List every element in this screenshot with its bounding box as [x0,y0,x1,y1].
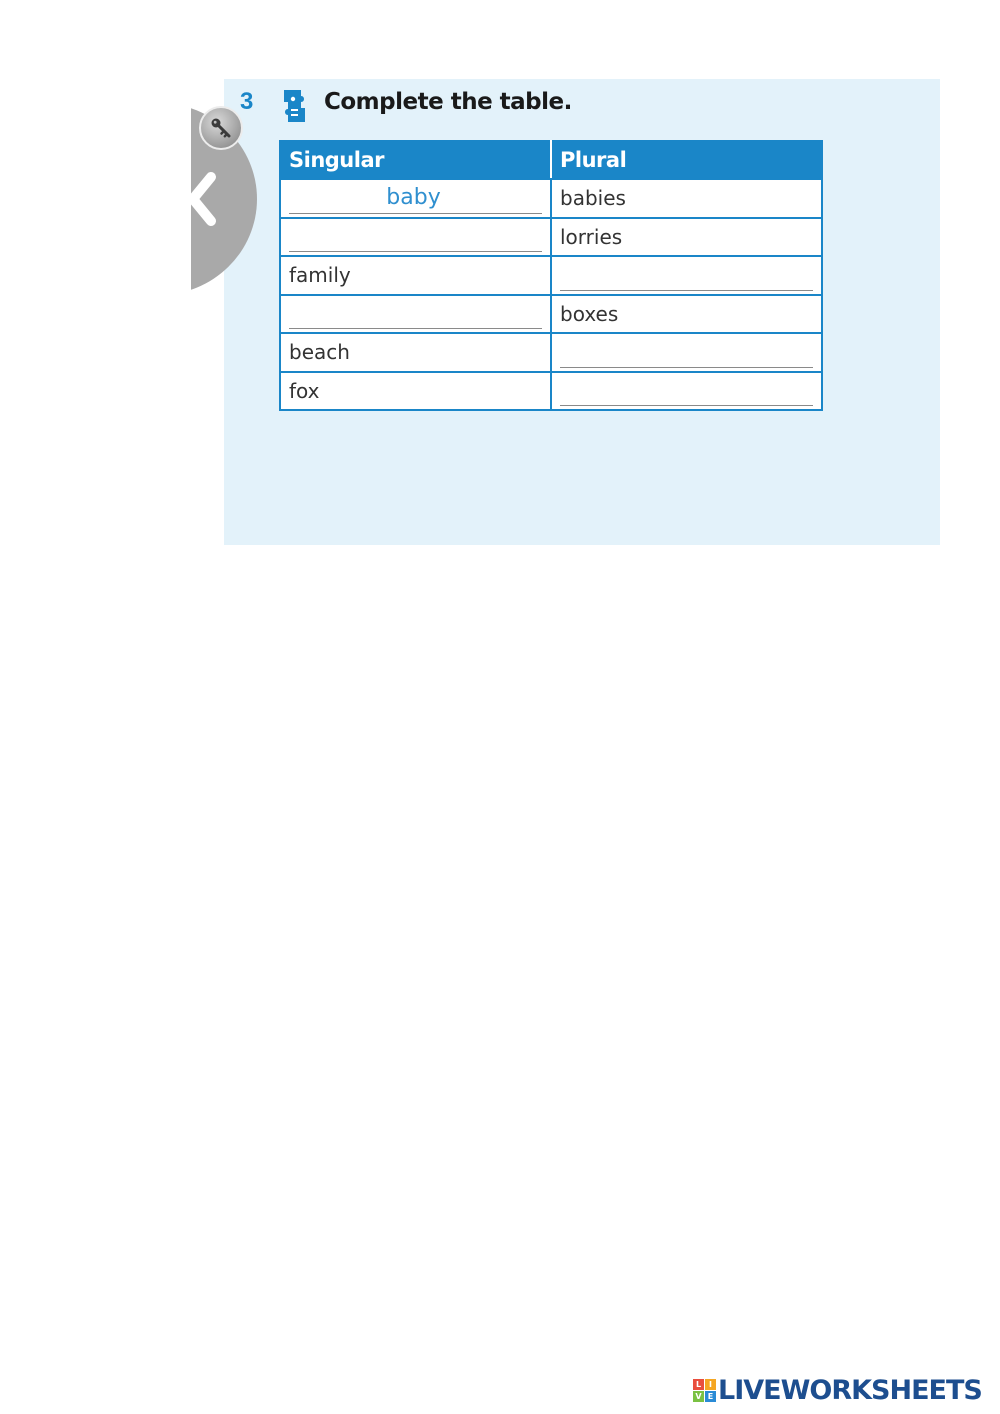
cell-singular-3: family [280,256,551,295]
answer-field-singular-1[interactable] [289,184,542,214]
brand-square-e: E [705,1391,716,1402]
cell-singular-2[interactable] [280,218,551,257]
brand-text: LIVEWORKSHEETS [718,1375,982,1406]
brand-square-v: V [693,1391,704,1402]
exercise-title: Complete the table. [324,89,572,115]
answer-field-plural-3[interactable] [560,264,813,291]
cell-plural-1: babies [551,179,822,218]
table-row [280,218,822,257]
table-row [280,295,822,334]
singular-plural-table [279,140,823,411]
cell-plural-6[interactable] [551,372,822,411]
cell-plural-4: boxes [551,295,822,334]
chevron-left-icon [191,171,219,227]
header-singular: Singular [280,141,551,179]
answer-field-plural-6[interactable] [560,379,813,406]
header-plural: Plural [551,141,822,179]
cell-singular-5: beach [280,333,551,372]
cell-singular-4[interactable] [280,295,551,334]
answer-field-plural-5[interactable] [560,341,813,368]
answer-text-singular-1: baby [386,184,441,210]
table-row [280,256,822,295]
liveworksheets-logo[interactable] [693,1375,982,1406]
exercise-number: 3 [240,88,254,115]
answer-field-singular-2[interactable] [289,225,542,252]
brand-square-l: L [693,1379,704,1390]
table-row [280,333,822,372]
cell-singular-1[interactable] [280,179,551,218]
answer-field-singular-4[interactable] [289,302,542,329]
cell-singular-6: fox [280,372,551,411]
table-row [280,372,822,411]
answer-key-button[interactable] [199,106,243,150]
puzzle-icon [281,88,309,124]
table-row [280,179,822,218]
table-header-row [280,141,822,179]
cell-plural-2: lorries [551,218,822,257]
brand-logo-squares [693,1379,716,1402]
brand-square-i: I [705,1379,716,1390]
key-icon [209,116,233,140]
cell-plural-3[interactable] [551,256,822,295]
cell-plural-5[interactable] [551,333,822,372]
